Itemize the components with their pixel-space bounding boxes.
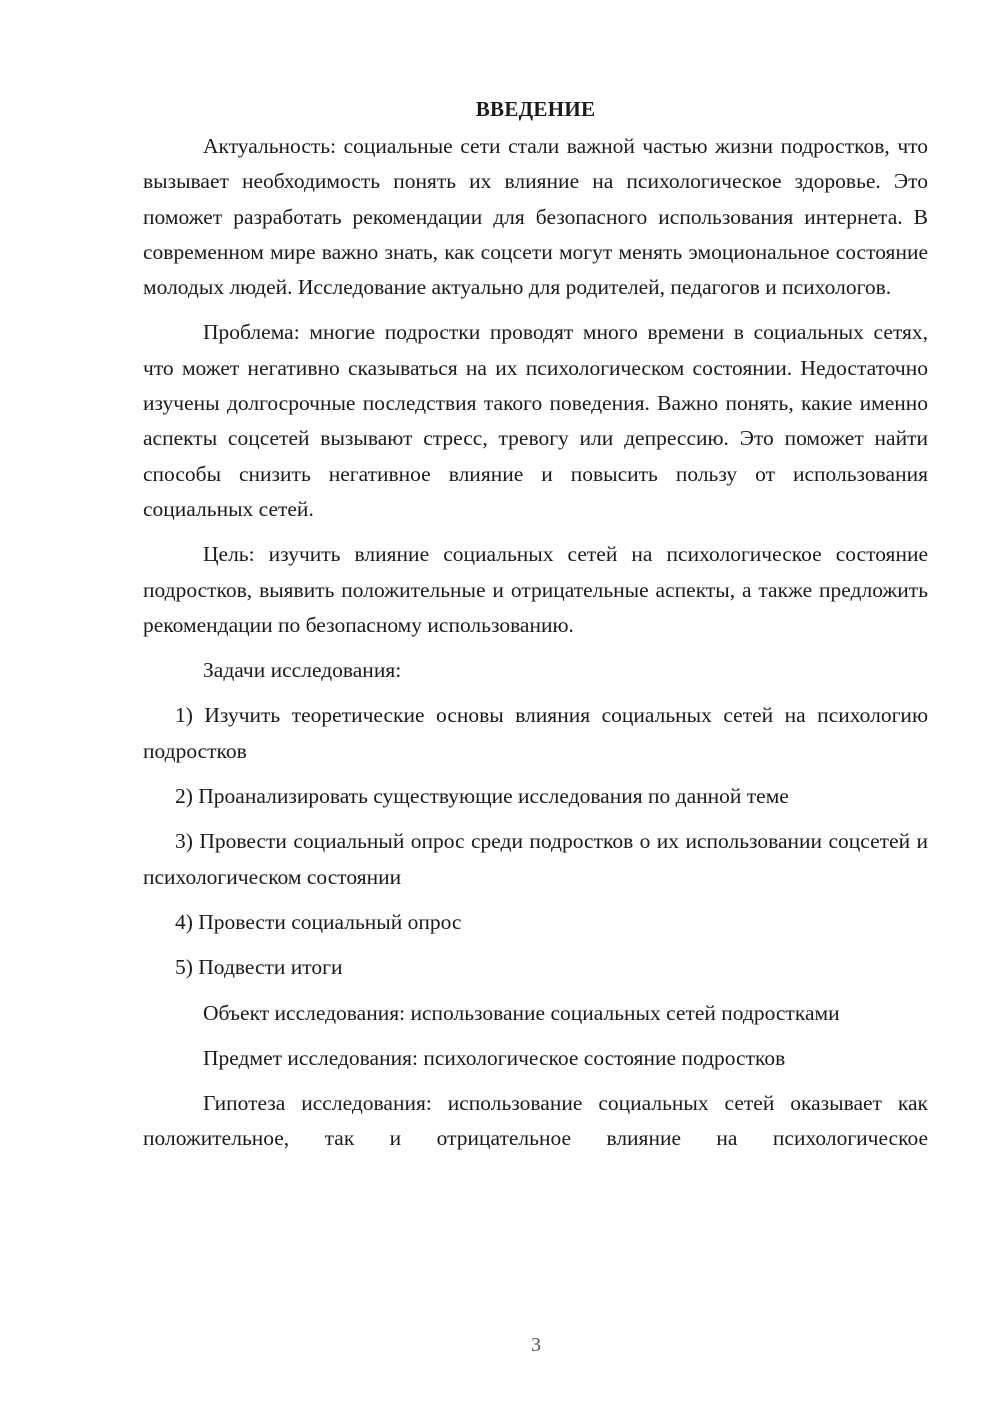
tasks-heading: Задачи исследования: (203, 658, 402, 683)
problem-paragraph: Проблема: многие подростки проводят много времени в социальных сетях, что может негативно сказываться на их психологическом состоянии. Недостаточно изучены долгосрочные последствия такого поведения. Важно понять, какие именно аспекты соцсетей вызывают стресс, тревогу или депрессию. Это поможет найти способы снизить негативное влияние и повысить пользу от использования социальных сетей. (143, 320, 928, 521)
page-content (143, 92, 928, 1157)
section-title: ВВЕДЕНИЕ (475, 97, 596, 121)
task-item: 5) Подвести итоги (175, 955, 343, 980)
page-number: 3 (531, 1334, 541, 1356)
task-item: 3) Провести социальный опрос среди подростков о их использовании соцсетей и психологическом состоянии (143, 829, 928, 889)
hypothesis-paragraph: Гипотеза исследования: использование социальных сетей оказывает как положительное, так и отрицательное влияние на психологическое (143, 1091, 928, 1151)
goal-paragraph: Цель: изучить влияние социальных сетей на психологическое состояние подростков, выявить положительные и отрицательные аспекты, а также предложить рекомендации по безопасному использованию. (143, 542, 928, 637)
subject-paragraph: Предмет исследования: психологическое состояние подростков (203, 1045, 786, 1070)
object-paragraph: Объект исследования: использование социальных сетей подростками (203, 1000, 840, 1025)
task-item: 4) Провести социальный опрос (175, 909, 462, 934)
task-item: 1) Изучить теоретические основы влияния социальных сетей на психологию подростков (143, 703, 928, 763)
task-item: 2) Проанализировать существующие исследования по данной теме (175, 784, 789, 809)
relevance-paragraph: Актуальность: социальные сети стали важной частью жизни подростков, что вызывает необходимость понять их влияние на психологическое здоровье. Это поможет разработать рекомендации для безопасного использования интернета. В современном мире важно знать, как соцсети могут менять эмоциональное состояние молодых людей. Исследование актуально для родителей, педагогов и психологов. (143, 134, 928, 300)
